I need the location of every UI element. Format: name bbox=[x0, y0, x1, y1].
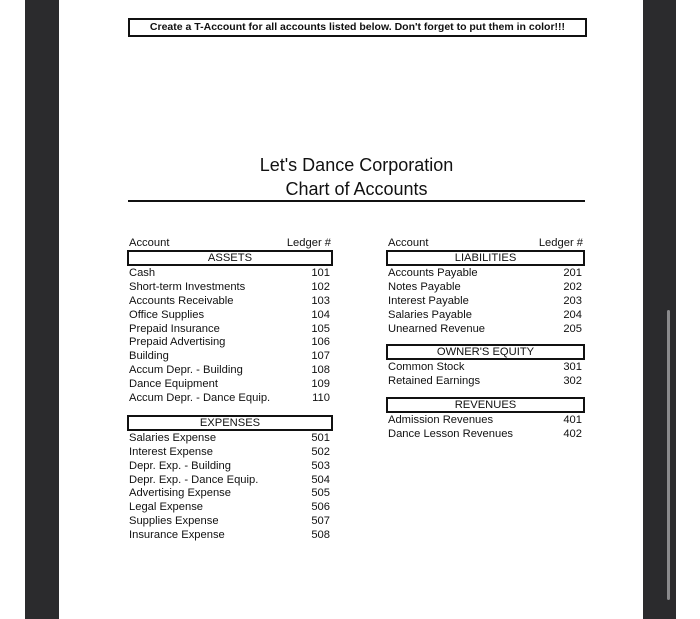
account-row bbox=[127, 364, 333, 378]
section-heading: LIABILITIES bbox=[386, 250, 585, 266]
instruction-box: Create a T-Account for all accounts listed below. Don't forget to put them in color!!! bbox=[128, 18, 587, 37]
account-row bbox=[386, 295, 585, 309]
account-name: Depr. Exp. - Building bbox=[129, 459, 231, 472]
account-header: Account bbox=[388, 237, 429, 249]
account-name: Office Supplies bbox=[129, 308, 205, 321]
viewer-left-margin bbox=[25, 0, 59, 619]
account-name: Accum Depr. - Dance Equip. bbox=[129, 392, 271, 405]
ledger-number: 502 bbox=[311, 445, 330, 458]
ledger-number: 202 bbox=[563, 280, 582, 293]
ledger-number: 203 bbox=[563, 294, 582, 307]
account-name: Insurance Expense bbox=[129, 529, 225, 542]
account-name: Short-term Investments bbox=[129, 280, 246, 293]
section-heading: ASSETS bbox=[127, 250, 333, 266]
account-row bbox=[127, 460, 333, 474]
account-row bbox=[127, 501, 333, 515]
ledger-number: 501 bbox=[311, 431, 330, 444]
right-column bbox=[386, 237, 585, 442]
account-name: Accum Depr. - Building bbox=[129, 364, 243, 377]
section-heading: OWNER'S EQUITY bbox=[386, 344, 585, 360]
account-row bbox=[127, 350, 333, 364]
account-row bbox=[127, 267, 333, 281]
ledger-number: 104 bbox=[311, 308, 330, 321]
account-name: Salaries Expense bbox=[129, 431, 217, 444]
ledger-number: 102 bbox=[311, 280, 330, 293]
account-name: Accounts Payable bbox=[388, 267, 478, 279]
account-name: Legal Expense bbox=[129, 501, 204, 514]
title-rule bbox=[128, 200, 585, 202]
ledger-number: 402 bbox=[563, 428, 582, 441]
ledger-number: 506 bbox=[311, 501, 330, 514]
ledger-number: 101 bbox=[311, 267, 330, 279]
expenses-section bbox=[127, 415, 333, 543]
account-name: Salaries Payable bbox=[388, 308, 472, 321]
account-name: Common Stock bbox=[388, 361, 465, 374]
ledger-number: 109 bbox=[311, 378, 330, 391]
account-name: Supplies Expense bbox=[129, 515, 219, 528]
account-name: Building bbox=[129, 350, 169, 363]
ledger-number: 105 bbox=[311, 322, 330, 335]
account-row bbox=[127, 432, 333, 446]
account-row bbox=[127, 474, 333, 488]
ledger-number: 201 bbox=[563, 267, 582, 279]
account-name: Notes Payable bbox=[388, 280, 461, 293]
account-name: Unearned Revenue bbox=[388, 322, 486, 335]
liabilities-section bbox=[386, 250, 585, 336]
account-row bbox=[127, 336, 333, 350]
account-row bbox=[127, 281, 333, 295]
ledger-header: Ledger # bbox=[538, 237, 583, 249]
ledger-number: 505 bbox=[311, 487, 330, 500]
ledger-number: 103 bbox=[311, 294, 330, 307]
viewer-right-margin bbox=[643, 0, 676, 619]
ledger-number: 107 bbox=[311, 350, 330, 363]
ledger-number: 503 bbox=[311, 459, 330, 472]
assets-section bbox=[127, 250, 333, 406]
account-name: Admission Revenues bbox=[388, 414, 494, 427]
account-row bbox=[386, 281, 585, 295]
scrollbar[interactable] bbox=[667, 310, 670, 600]
account-name: Accounts Receivable bbox=[129, 294, 234, 307]
account-name: Prepaid Advertising bbox=[129, 336, 226, 349]
ledger-number: 508 bbox=[311, 529, 330, 542]
account-row bbox=[127, 446, 333, 460]
account-row bbox=[386, 361, 585, 375]
equity-section bbox=[386, 344, 585, 389]
ledger-number: 110 bbox=[312, 392, 330, 405]
account-row bbox=[127, 529, 333, 543]
account-row bbox=[386, 428, 585, 442]
ledger-number: 205 bbox=[563, 322, 582, 335]
account-name: Cash bbox=[129, 267, 156, 279]
account-row bbox=[127, 378, 333, 392]
ledger-number: 301 bbox=[563, 361, 582, 374]
account-row bbox=[386, 267, 585, 281]
account-row bbox=[386, 375, 585, 389]
document-title: Chart of Accounts bbox=[285, 179, 428, 199]
left-column bbox=[127, 237, 333, 543]
account-row bbox=[386, 323, 585, 337]
account-row bbox=[127, 309, 333, 323]
ledger-number: 507 bbox=[311, 515, 330, 528]
account-header: Account bbox=[129, 237, 170, 249]
revenues-section bbox=[386, 397, 585, 442]
company-title: Let's Dance Corporation bbox=[259, 155, 454, 175]
account-row bbox=[127, 323, 333, 337]
account-row bbox=[127, 515, 333, 529]
account-name: Dance Lesson Revenues bbox=[388, 428, 514, 441]
section-heading: EXPENSES bbox=[127, 415, 333, 431]
account-name: Dance Equipment bbox=[129, 378, 218, 391]
account-name: Interest Expense bbox=[129, 445, 213, 458]
account-row bbox=[127, 295, 333, 309]
ledger-number: 302 bbox=[563, 375, 582, 388]
account-name: Depr. Exp. - Dance Equip. bbox=[129, 473, 259, 486]
ledger-number: 504 bbox=[311, 473, 330, 486]
ledger-number: 204 bbox=[563, 308, 582, 321]
account-name: Advertising Expense bbox=[129, 487, 231, 500]
account-row bbox=[127, 487, 333, 501]
account-row bbox=[386, 309, 585, 323]
account-name: Retained Earnings bbox=[388, 375, 481, 388]
account-row bbox=[127, 392, 333, 406]
ledger-header: Ledger # bbox=[286, 237, 331, 249]
ledger-number: 108 bbox=[311, 364, 330, 377]
account-row bbox=[386, 414, 585, 428]
ledger-number: 401 bbox=[563, 414, 582, 427]
account-name: Interest Payable bbox=[388, 294, 469, 307]
account-name: Prepaid Insurance bbox=[129, 322, 220, 335]
ledger-number: 106 bbox=[311, 336, 330, 349]
section-heading: REVENUES bbox=[386, 397, 585, 413]
